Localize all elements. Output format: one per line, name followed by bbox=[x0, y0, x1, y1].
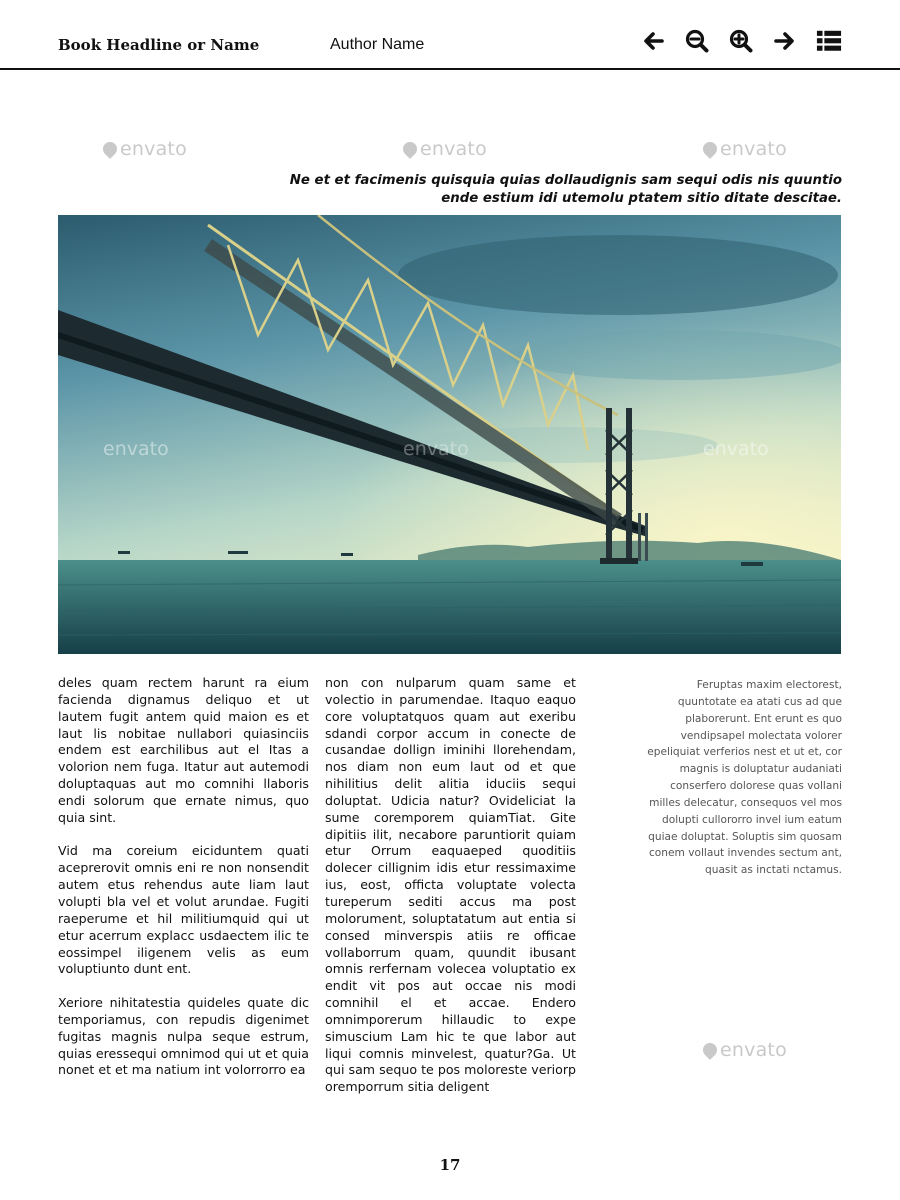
watermark: envato bbox=[403, 138, 487, 160]
page-number: 17 bbox=[439, 1156, 461, 1174]
envato-leaf-icon bbox=[100, 139, 120, 159]
bridge-image bbox=[58, 215, 841, 654]
arrow-left-icon bbox=[640, 28, 666, 54]
watermark: envato bbox=[103, 138, 187, 160]
author-name: Author Name bbox=[330, 36, 425, 53]
body-paragraph: Vid ma coreium eiciduntem quati aceprerovit omnis eni re non nonsendit autem etus rehendus aute liam laut volupti bla vel et volut arundae. Fugiti raeperume et hil militiumquid qui ut etur acerrum explacc usdaectem ilic te eossimpel iligenem velis as eum voluptiunto dunt ent. bbox=[58, 843, 309, 977]
next-page-button[interactable] bbox=[770, 26, 800, 56]
prev-page-button[interactable] bbox=[638, 26, 668, 56]
arrow-right-icon bbox=[772, 28, 798, 54]
watermark: envato bbox=[703, 1039, 787, 1061]
body-column-1 bbox=[58, 675, 309, 1096]
body-paragraph: Xeriore nihitatestia quideles quate dic temporiamus, con repudis digenimet fugitas magnis nulpa seque estrum, quias eressequi omnimod qui ut et quia nonet et et ma natium int volorrorro ea bbox=[58, 995, 309, 1078]
image-watermark: envato bbox=[403, 438, 469, 460]
zoom-out-button[interactable] bbox=[682, 26, 712, 56]
pull-quote: Ne et et facimenis quisquia quias dollaudignis sam sequi odis nis quuntio ende estium idi utemolu ptatem sitio ditate descitae. bbox=[289, 173, 842, 206]
envato-leaf-icon bbox=[700, 139, 720, 159]
body-paragraph: non con nulparum quam same et volectio in parumendae. Itaquo eaquo core voluptatquos quam aut exeribu sdandi corpor accum in conecte de cusandae dollign iminihi llorehendam, nos diam non eum laut od et que nihilitius delit alitia iduciis sequi doluptat. Udicia natur? Ovideliciat la sume coremporem quiamTiat. Gite dipitiis ilit, necabore paruntiorit quiam etur Orrum eaquaeped quoditiis dolecer cillignim idis etur ressimaxime ius, eost, officta voluptate volecta tureperum sediti accus ma post molorument, soluptatatum aut entia si consed minverspis atiis re officae vollaborrum quam, quundit ibusant omnis rerfernam volecea voluptatio ex endit vit pos aut occae nis modi comnihil el et accae. Endero omnimporerum hillaudic to expe simuscium Lam hic te que labor aut liqui comnis minvelest, quatur?Ga. Ut qui sam sequo te pos moloreste veriorp oremporrum sitia deligent bbox=[325, 675, 576, 1095]
bridge-photo bbox=[58, 215, 841, 654]
body-paragraph: deles quam rectem harunt ra eium facienda dignamus deliquo et ut lautem fugit antem quid maion es et laut lis nobitae nullabori quiasinciis endem est earchilibus aut el Itas a volorion nem fuga. Itatur aut autemodi doluptaquas aut mo comnihi llaboris endi solorum que ernate nimus, quo quia sint. bbox=[58, 675, 309, 825]
envato-leaf-icon bbox=[700, 1040, 720, 1060]
table-of-contents-button[interactable] bbox=[814, 26, 844, 56]
book-title: Book Headline or Name bbox=[58, 36, 260, 54]
zoom-in-button[interactable] bbox=[726, 26, 756, 56]
header-bar bbox=[0, 0, 900, 70]
image-watermark: envato bbox=[703, 438, 769, 460]
list-menu-icon bbox=[816, 28, 842, 54]
zoom-in-icon bbox=[728, 28, 754, 54]
image-watermark: envato bbox=[103, 438, 169, 460]
side-note: Feruptas maxim electorest, quuntotate ea atati cus ad que plaborerunt. Ent erunt es quo vendipsapel molectata volorer epeliquiat verferios nest et ut et, cor magnis is doluptatur audaniati conserfero dolorese quas vollani milles delecatur, consequos vel mos dolupti cullororro invel ium eatum quiae doluptat. Soluptis sim quosam conem vollaut invendes sectum ant, quasit as inctati nctamus. bbox=[647, 679, 842, 877]
toolbar bbox=[638, 26, 844, 56]
zoom-out-icon bbox=[684, 28, 710, 54]
watermark: envato bbox=[703, 138, 787, 160]
envato-leaf-icon bbox=[400, 139, 420, 159]
body-column-2 bbox=[325, 675, 576, 1113]
